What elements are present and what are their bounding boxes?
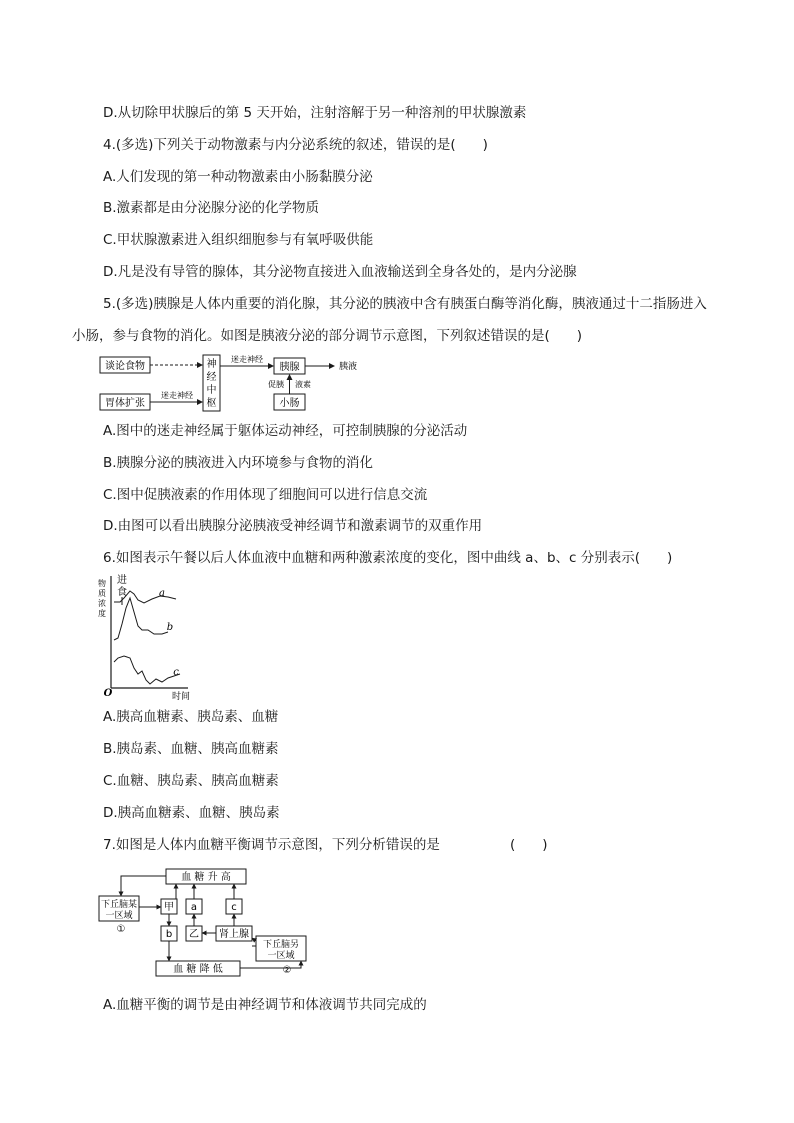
q6-option-a: A.胰高血糖素、胰岛素、血糖 — [103, 709, 279, 725]
hypothalamus-2-line2: 一区域 — [267, 951, 295, 961]
q5-option-a: A.图中的迷走神经属于躯体运动神经，可控制胰腺的分泌活动 — [103, 423, 468, 439]
hypothalamus-1-line2: 一区域 — [105, 911, 133, 921]
curve-b-label: b — [166, 622, 174, 633]
hypo2-to-adrenal-arrow — [252, 938, 256, 941]
vagus-label-upper: 迷走神经 — [231, 355, 263, 364]
intestine-label: 小肠 — [279, 398, 300, 409]
question-6: 6.如图表示午餐以后人体血液中血糖和两种激素浓度的变化，图中曲线 a、b、c 分别表示( ) — [103, 550, 673, 566]
ylabel-char-1: 物 — [98, 579, 106, 588]
yi-label: 乙 — [189, 929, 199, 940]
pancreas-regulation-diagram — [98, 352, 358, 414]
meal-label-1: 进 — [117, 575, 127, 586]
jia-label: 甲 — [164, 902, 174, 913]
vagus-label-lower: 迷走神经 — [161, 391, 193, 400]
circle-2-label: ② — [282, 965, 292, 976]
q4-option-b: B.激素都是由分泌腺分泌的化学物质 — [103, 200, 320, 216]
drop-to-hypo2-arrow — [240, 961, 301, 968]
rise-to-hypo1-arrow — [121, 876, 166, 896]
juice-label: 胰液 — [338, 362, 358, 372]
question-5-line1: 5.(多选)胰腺是人体内重要的消化腺，其分泌的胰液中含有胰蛋白酶等消化酶，胰液通过十二指肠进入 — [103, 296, 707, 312]
q4-option-a: A.人们发现的第一种动物激素由小肠黏膜分泌 — [103, 169, 373, 185]
q4-option-c: C.甲状腺激素进入组织细胞参与有氧呼吸供能 — [103, 232, 374, 248]
circle-1-label: ① — [116, 924, 126, 935]
center-char-1: 神 — [206, 359, 217, 370]
question-7-answer-paren: ( ) — [510, 837, 548, 853]
center-char-4: 枢 — [206, 398, 217, 409]
origin-label: O — [103, 688, 113, 699]
q6-option-d: D.胰高血糖素、血糖、胰岛素 — [103, 805, 280, 821]
q5-option-b: B.胰腺分泌的胰液进入内环境参与食物的消化 — [103, 455, 374, 471]
q3-option-d: D.从切除甲状腺后的第 5 天开始，注射溶解于另一种溶剂的甲状腺激素 — [103, 105, 527, 121]
hypothalamus-2-line1: 下丘脑另 — [262, 940, 300, 950]
talk-food-label: 谈论食物 — [105, 361, 145, 372]
hormone-label-2: 液素 — [295, 380, 311, 389]
b-label: b — [165, 929, 173, 940]
hormone-curve-figure — [96, 572, 196, 702]
ylabel-char-2: 质 — [98, 589, 106, 598]
q5-option-c: C.图中促胰液素的作用体现了细胞间可以进行信息交流 — [103, 487, 428, 503]
meal-label-2: 食 — [117, 587, 127, 598]
xlabel: 时间 — [171, 692, 191, 702]
curve-a-label: a — [159, 588, 165, 599]
glucose-drop-label: 血 糖 降 低 — [173, 964, 223, 975]
hypothalamus-1-line1: 下丘脑某 — [100, 900, 138, 910]
question-7: 7.如图是人体内血糖平衡调节示意图，下列分析错误的是 — [103, 837, 440, 853]
q5-option-d: D.由图可以看出胰腺分泌胰液受神经调节和激素调节的双重作用 — [103, 518, 483, 534]
center-char-2: 经 — [206, 372, 217, 383]
curve-c — [114, 656, 180, 684]
question-5-line2: 小肠，参与食物的消化。如图是胰液分泌的部分调节示意图，下列叙述错误的是( ) — [72, 328, 583, 344]
glucose-rise-label: 血 糖 升 高 — [181, 872, 231, 883]
ylabel-char-3: 浓 — [98, 599, 106, 608]
adrenal-label: 肾上腺 — [219, 929, 249, 940]
q6-option-c: C.血糖、胰岛素、胰高血糖素 — [103, 773, 279, 789]
q7-option-a: A.血糖平衡的调节是由神经调节和体液调节共同完成的 — [103, 997, 427, 1013]
pancreas-label: 胰腺 — [279, 362, 300, 373]
stomach-label: 胃体扩张 — [105, 398, 145, 409]
center-char-3: 中 — [206, 385, 217, 396]
a-label: a — [190, 902, 198, 913]
curve-c-label: c — [173, 667, 179, 678]
question-4: 4.(多选)下列关于动物激素与内分泌系统的叙述，错误的是( ) — [103, 137, 488, 153]
q6-option-b: B.胰岛素、血糖、胰高血糖素 — [103, 741, 279, 757]
q4-option-d: D.凡是没有导管的腺体，其分泌物直接进入血液输送到全身各处的，是内分泌腺 — [103, 264, 577, 280]
ylabel-char-4: 度 — [98, 609, 106, 618]
blood-glucose-regulation-diagram — [96, 866, 310, 980]
hormone-label-1: 促胰 — [268, 380, 284, 389]
c-label: c — [231, 902, 237, 913]
